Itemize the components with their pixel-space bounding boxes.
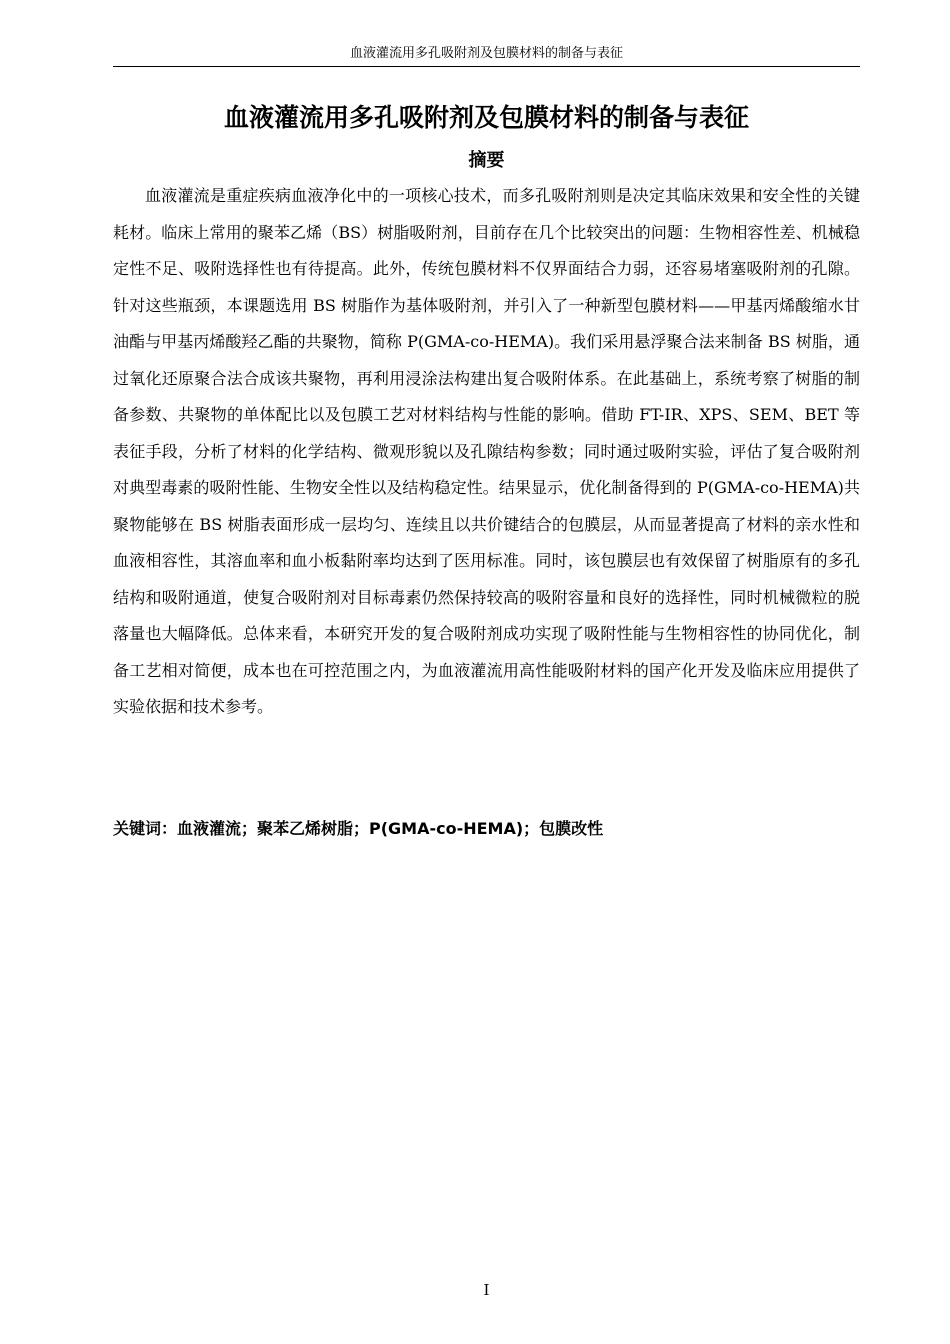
page-number: I [483,1281,490,1299]
keywords-line: 关键词：血液灌流；聚苯乙烯树脂；P(GMA-co-HEMA)；包膜改性 [113,819,604,838]
document-title: 血液灌流用多孔吸附剂及包膜材料的制备与表征 [223,103,749,132]
header-rule [113,66,860,67]
abstract-body: 血液灌流是重症疾病血液净化中的一项核心技术，而多孔吸附剂则是决定其临床效果和安全性的关键耗材。临床上常用的聚苯乙烯（BS）树脂吸附剂，目前存在几个比较突出的问题：生物相容性差、机械稳定性不足、吸附选择性也有待提高。此外，传统包膜材料不仅界面结合力弱，还容易堵塞吸附剂的孔隙。针对这些瓶颈，本课题选用 BS 树脂作为基体吸附剂，并引入了一种新型包膜材料——甲基丙烯酸缩水甘油酯与甲基丙烯酸羟乙酯的共聚物，简称 P(GMA-co-HEMA)。我们采用悬浮聚合法来制备 BS 树脂，通过氧化还原聚合法合成该共聚物，再利用浸涂法构建出复合吸附体系。在此基础上，系统考察了树脂的制备参数、共聚物的单体配比以及包膜工艺对材料结构与性能的影响。借助 FT-IR、XPS、SEM、BET 等表征手段，分析了材料的化学结构、微观形貌以及孔隙结构参数；同时通过吸附实验，评估了复合吸附剂对典型毒素的吸附性能、生物安全性以及结构稳定性。结果显示，优化制备得到的 P(GMA-co-HEMA)共聚物能够在 BS 树脂表面形成一层均匀、连续且以共价键结合的包膜层，从而显著提高了材料的亲水性和血液相容性，其溶血率和血小板黏附率均达到了医用标准。同时，该包膜层也有效保留了树脂原有的多孔结构和吸附通道，使复合吸附剂对目标毒素仍然保持较高的吸附容量和良好的选择性，同时机械微粒的脱落量也大幅降低。总体来看，本研究开发的复合吸附剂成功实现了吸附性能与生物相容性的协同优化，制备工艺相对简便，成本也在可控范围之内，为血液灌流用高性能吸附材料的国产化开发及临床应用提供了实验依据和技术参考。 [113,186,860,716]
running-header: 血液灌流用多孔吸附剂及包膜材料的制备与表征 [349,46,623,61]
abstract-heading: 摘要 [468,150,505,171]
